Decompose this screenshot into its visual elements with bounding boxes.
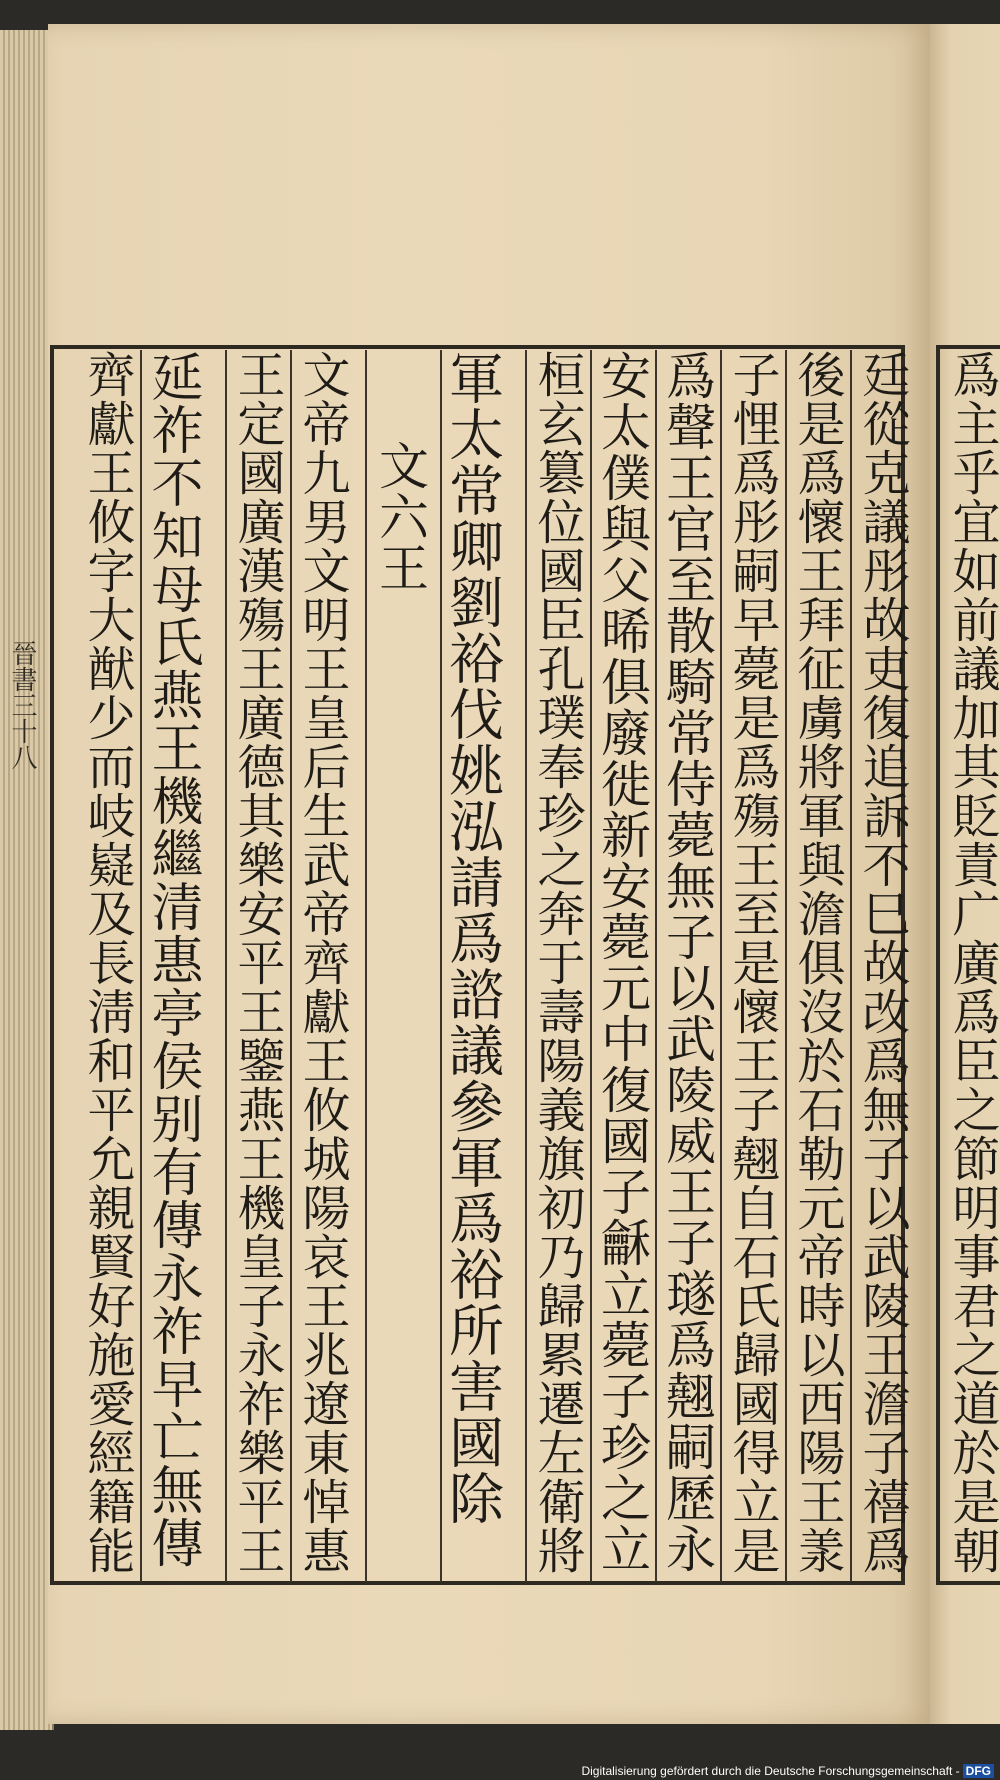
section-heading: 文六王 <box>371 440 429 593</box>
book-page-edges <box>0 30 54 1730</box>
credit-text: Digitalisierung gefördert durch die Deutsche Forschungsgemeinschaft - <box>581 1764 960 1778</box>
digitization-credit <box>581 1764 994 1778</box>
text-column: 爲聲王官至散騎常侍薨無子以武陵威王子璲爲翹嗣歷永 <box>658 350 716 1574</box>
text-column: 安太僕與父晞俱廢徙新安薨元中復國子龢立薨子珍之立 <box>593 350 651 1574</box>
text-column: 桓玄篡位國臣孔璞奉珍之奔于壽陽義旗初乃歸累遷左衛將 <box>529 350 585 1575</box>
text-column: 延祚不知母氏燕王機繼清惠亭侯别有傳永祚早亡無傳 <box>142 350 202 1569</box>
column-rule <box>365 350 367 1582</box>
text-column: 軍太常卿劉裕伐姚泓請爲諮議參軍爲裕所害國除 <box>440 350 504 1526</box>
text-column: 子悝爲彤嗣早薨是爲殤王至是懷王子翹自石氏歸國得立是 <box>724 350 780 1575</box>
text-column: 王定國廣漢殤王廣德其樂安平王鑒燕王機皇子永祚樂平王 <box>229 350 285 1575</box>
text-column: 廷從克議彤故吏復追訴不巳故改爲無子以武陵王澹子禧爲 <box>854 350 910 1575</box>
text-column: 齊獻王攸字大猷少而岐嶷及長淸和平允親賢好施愛經籍能 <box>79 350 135 1575</box>
text-column: 文帝九男文明王皇后生武帝齊獻王攸城陽哀王兆遼東悼惠 <box>294 350 350 1575</box>
text-column: 後是爲懷王拜征虜將軍與澹俱沒於石勒元帝時以西陽王羕 <box>789 350 845 1575</box>
right-page-column: 爲主乎宜如前議加其貶責广廣爲臣之節明事君之道於是朝 <box>944 350 1000 1575</box>
spine-label: 晉書三十八 <box>7 640 37 770</box>
dfg-logo: DFG <box>963 1764 994 1778</box>
